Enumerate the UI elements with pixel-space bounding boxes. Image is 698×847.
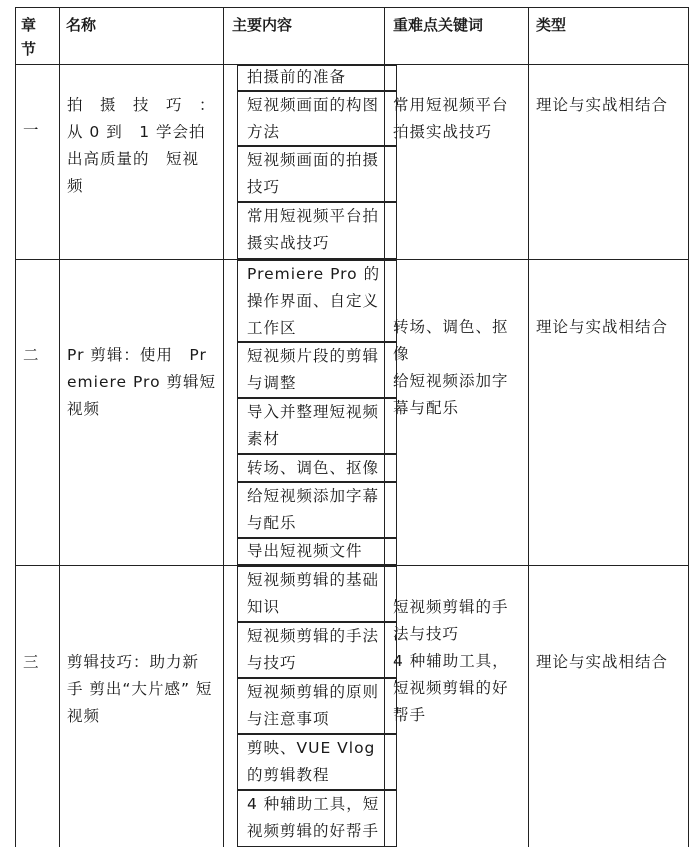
type-text: 理论与实战相结合 — [536, 653, 669, 671]
content-item: 短视频剪辑的原则 与注意事项 — [237, 678, 397, 734]
content-item: Premiere Pro 的 操作界面、自定义 工作区 — [237, 260, 397, 342]
col-divider — [59, 7, 60, 847]
table-border-top — [15, 7, 689, 8]
content-item: 导出短视频文件 — [237, 538, 397, 565]
content-item: 剪映、VUE Vlog 的剪辑教程 — [237, 734, 397, 790]
chapter-number: 二 — [23, 346, 40, 364]
chapter-name: Pr 剪辑：使用 Pr emiere Pro 剪辑短 视频 — [67, 346, 216, 418]
chapter-name: 剪辑技巧：助力新 手 剪出“大片感” 短 视频 — [67, 653, 213, 725]
header-content: 主要内容 — [232, 16, 293, 34]
chapter-number: 一 — [23, 121, 40, 139]
content-item: 拍摄前的准备 — [237, 65, 397, 91]
content-item: 导入并整理短视频 素材 — [237, 398, 397, 454]
content-item: 短视频片段的剪辑 与调整 — [237, 342, 397, 398]
keywords-text: 转场、调色、抠 像 给短视频添加字 幕与配乐 — [393, 318, 509, 417]
header-chapter: 章 节 — [21, 16, 37, 58]
table-border-left — [15, 7, 16, 847]
header-keywords: 重难点关键词 — [393, 16, 484, 34]
content-item: 短视频剪辑的手法 与技巧 — [237, 622, 397, 678]
content-item: 转场、调色、抠像 — [237, 454, 397, 482]
chapter-name: 拍 摄 技 巧 ： 从 0 到 1 学会拍 出高质量的 短视 频 — [67, 96, 216, 195]
col-divider — [528, 7, 529, 847]
header-type: 类型 — [536, 16, 567, 34]
keywords-text: 短视频剪辑的手 法与技巧 4 种辅助工具， 短视频剪辑的好 帮手 — [393, 598, 509, 724]
table-border-right — [688, 7, 689, 847]
content-item: 短视频画面的构图 方法 — [237, 91, 397, 146]
type-text: 理论与实战相结合 — [536, 96, 669, 114]
header-name: 名称 — [66, 16, 97, 34]
content-item: 短视频剪辑的基础 知识 — [237, 566, 397, 622]
content-item: 4 种辅助工具，短 视频剪辑的好帮手 — [237, 790, 397, 847]
course-table — [15, 7, 689, 847]
keywords-text: 常用短视频平台 拍摄实战技巧 — [393, 96, 509, 141]
content-item: 常用短视频平台拍 摄实战技巧 — [237, 202, 397, 259]
content-item: 给短视频添加字幕 与配乐 — [237, 482, 397, 538]
col-divider — [223, 7, 224, 847]
type-text: 理论与实战相结合 — [536, 318, 669, 336]
content-item: 短视频画面的拍摄 技巧 — [237, 146, 397, 202]
chapter-number: 三 — [23, 653, 40, 671]
